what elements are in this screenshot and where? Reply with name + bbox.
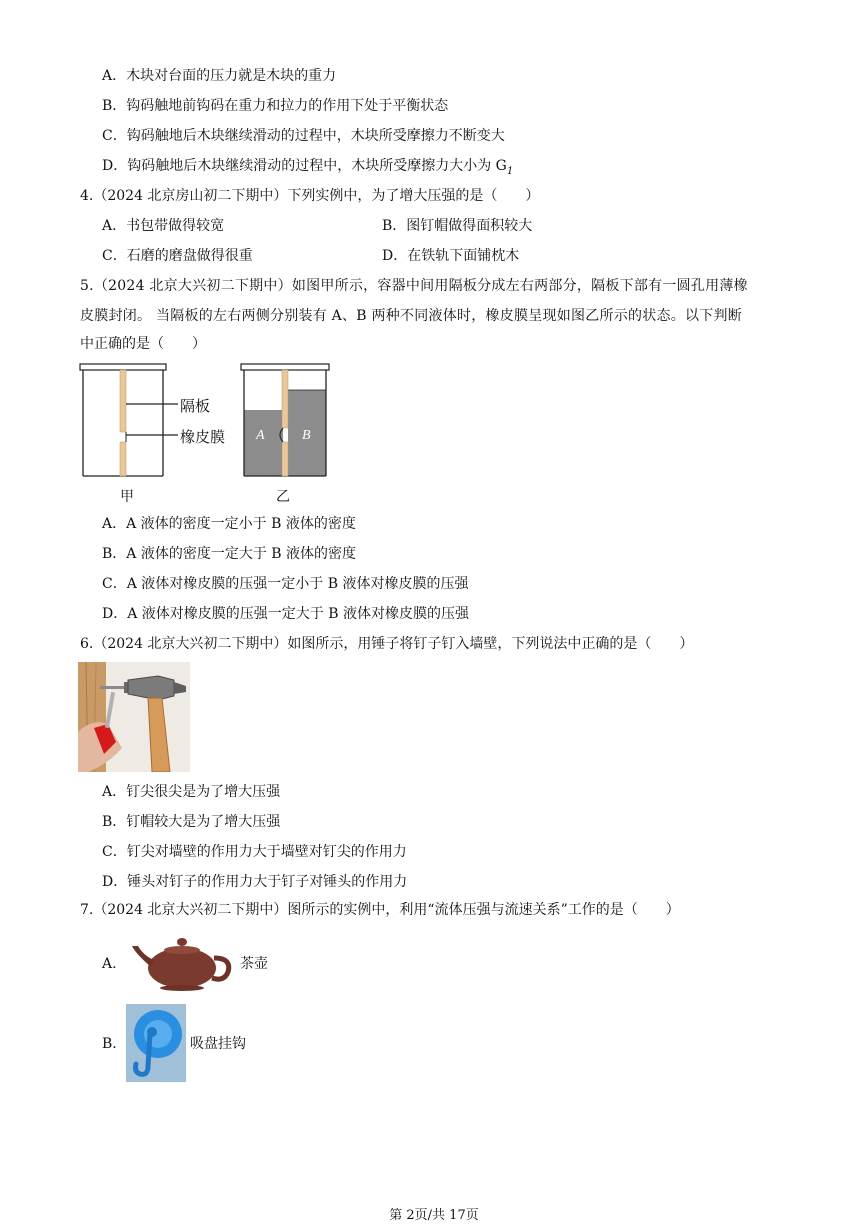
q5-stem-line-2: 皮膜封闭。 当隔板的左右两侧分别装有 A、B 两种不同液体时，橡皮膜呈现如图乙所示的状态。以下判断: [80, 308, 742, 324]
partition-lower: [120, 442, 126, 476]
liquid-a: [244, 410, 282, 476]
q3-option-b: B．钩码触地前钩码在重力和拉力的作用下处于平衡状态: [102, 98, 449, 114]
partition-upper-right: [282, 370, 288, 428]
teapot-image: [128, 928, 236, 994]
hammer-nail-photo: [78, 662, 190, 772]
q4-option-d: D．在铁轨下面铺枕木: [382, 248, 520, 264]
q4-option-c: C．石磨的磨盘做得很重: [102, 248, 253, 264]
q7-option-a-letter: A.: [102, 956, 117, 972]
caption-jia: 甲: [120, 489, 134, 505]
q5-option-a: A．A 液体的密度一定小于 B 液体的密度: [102, 516, 356, 532]
liquid-a-label: A: [256, 428, 265, 443]
q3-option-a: A．木块对台面的压力就是木块的重力: [102, 68, 337, 84]
q5-option-d: D．A 液体对橡皮膜的压强一定大于 B 液体对橡皮膜的压强: [102, 606, 469, 622]
q7-option-b-letter: B.: [102, 1036, 117, 1052]
q3-option-d-subscript: 1: [506, 165, 514, 177]
q3-option-d: [102, 156, 513, 182]
q5-option-c: C．A 液体对橡皮膜的压强一定小于 B 液体对橡皮膜的压强: [102, 576, 469, 592]
q3-option-c: C．钩码触地后木块继续滑动的过程中，木块所受摩擦力不断变大: [102, 128, 505, 144]
q4-stem: 4.（2024 北京房山初二下期中）下列实例中，为了增大压强的是（ ）: [80, 188, 540, 204]
page-footer: 第 2页/共 17页: [389, 1208, 479, 1223]
q6-stem: 6.（2024 北京大兴初二下期中）如图所示，用锤子将钉子钉入墙壁，下列说法中正确的是（ ）: [80, 636, 694, 652]
q5-stem-line-1: 5.（2024 北京大兴初二下期中）如图甲所示，容器中间用隔板分成左右两部分，隔板下部有一圆孔用薄橡: [80, 278, 748, 294]
partition-upper: [120, 370, 126, 432]
q5-stem-line-3: 中正确的是（ ）: [80, 336, 206, 352]
suction-hook-image: [126, 1004, 186, 1082]
container-right: [241, 364, 329, 476]
container-left: [80, 364, 178, 476]
q3-option-d-text: D．钩码触地后木块继续滑动的过程中，木块所受摩擦力大小为 G: [102, 158, 507, 174]
q5-option-b: B．A 液体的密度一定大于 B 液体的密度: [102, 546, 357, 562]
nail-icon: [100, 686, 126, 689]
partition-lower-right: [282, 442, 288, 476]
q4-option-b: B．图钉帽做得面积较大: [382, 218, 533, 234]
liquid-b-label: B: [302, 428, 311, 443]
label-partition: 隔板: [180, 397, 211, 415]
q6-option-b: B．钉帽较大是为了增大压强: [102, 814, 281, 830]
q7-option-a-label: 茶壶: [240, 956, 268, 972]
q4-option-a: A．书包带做得较宽: [102, 218, 225, 234]
q7-stem: 7.（2024 北京大兴初二下期中）图所示的实例中，利用“流体压强与流速关系”工作的是（ ）: [80, 902, 680, 918]
q6-option-c: C．钉尖对墙壁的作用力大于墙壁对钉尖的作用力: [102, 844, 407, 860]
caption-yi: 乙: [276, 489, 290, 505]
q6-option-d: D．锤头对钉子的作用力大于钉子对锤头的作用力: [102, 874, 408, 890]
q6-option-a: A．钉尖很尖是为了增大压强: [102, 784, 281, 800]
q7-option-b-label: 吸盘挂钩: [190, 1036, 246, 1052]
label-membrane: 橡皮膜: [180, 428, 226, 446]
